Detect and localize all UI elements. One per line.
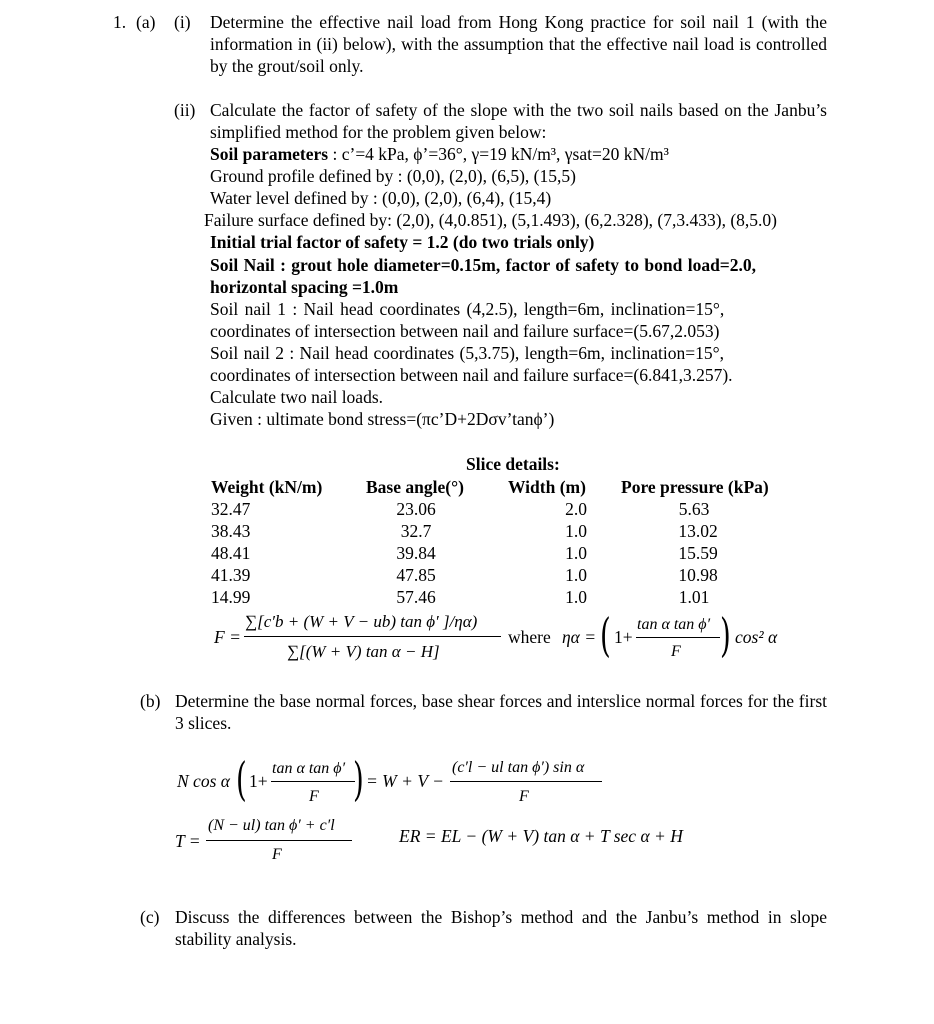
base-angle-cell: 47.85 (396, 565, 436, 585)
width-cell: 1.0 (565, 587, 587, 607)
table-header-width: Width (m) (508, 477, 586, 497)
failure-surface: Failure surface defined by: (2,0), (4,0.851), (5,1.493), (6,2.328), (7,3.433), (8,5.0) (204, 210, 777, 230)
pore-pressure-cell: 10.98 (678, 565, 718, 585)
calculate-two-nail-loads: Calculate two nail loads. (210, 387, 384, 407)
part-i-text: Determine the effective nail load from Hong Kong practice for soil nail 1 (with the information in (ii) below), with the assumption that the effective nail load is controlled by the grout/soil only. (210, 12, 827, 76)
eta-frac-numerator: tan α tan ϕ′ (637, 616, 711, 633)
eqb-frac2-denominator: F (519, 788, 529, 805)
pore-pressure-cell: 5.63 (678, 499, 710, 519)
trial-factor-of-safety: Initial trial factor of safety = 1.2 (do two trials only) (210, 232, 595, 252)
width-cell: 1.0 (565, 521, 587, 541)
part-c-text: Discuss the differences between the Bishop’s method and the Janbu’s method in slope stability analysis. (175, 907, 827, 949)
eq-f-denominator: ∑[(W + V) tan α − H] (287, 642, 440, 661)
eqb-frac-numerator: tan α tan ϕ′ (272, 760, 346, 777)
eq-t-denominator: F (272, 846, 282, 863)
pore-pressure-cell: 1.01 (678, 587, 710, 607)
eqb-right-paren: ) (353, 752, 364, 806)
eq-ncos: N cos α (177, 771, 230, 791)
base-angle-cell: 39.84 (396, 543, 436, 563)
part-ii-label: (ii) (174, 100, 196, 120)
question-number: 1. (113, 12, 127, 32)
eta-fraction-bar (636, 637, 720, 638)
eq-t-numerator: (N − ul) tan ϕ′ + c′l (208, 817, 335, 834)
eqb-frac-denominator: F (309, 788, 319, 805)
eq-t-fraction-bar (206, 840, 352, 841)
eta-one-plus: 1+ (614, 627, 633, 647)
eqb-one-plus: 1+ (249, 771, 268, 791)
weight-cell: 48.41 (211, 543, 251, 563)
soil-parameters (210, 143, 669, 165)
eta-right-paren: ) (720, 608, 731, 662)
eq-f-fraction-bar (244, 636, 501, 637)
eq-f-numerator: ∑[c′b + (W + V − ub) tan ϕ′ ]/ηα) (245, 612, 478, 631)
interslice-force-equation: ER = EL − (W + V) tan α + T sec α + H (399, 826, 683, 846)
part-ii-text: Calculate the factor of safety of the slope with the two soil nails based on the Janbu’s simplified method for the problem given below: (210, 100, 827, 142)
eq-f-lhs: F = (214, 627, 241, 647)
soil-nail-spec-line2: horizontal spacing =1.0m (210, 277, 399, 297)
pore-pressure-cell: 13.02 (678, 521, 718, 541)
water-level: Water level defined by : (0,0), (2,0), (6,4), (15,4) (210, 188, 552, 208)
eta-cos-squared: cos² α (735, 627, 778, 647)
ground-profile: Ground profile defined by : (0,0), (2,0), (6,5), (15,5) (210, 166, 576, 186)
soil-parameters-value: : c’=4 kPa, ϕ’=36°, γ=19 kN/m³, γsat=20 kN/m³ (332, 144, 669, 164)
eqb-left-paren: ( (236, 752, 247, 806)
soil-nail-1-line1: Soil nail 1 : Nail head coordinates (4,2.5), length=6m, inclination=15°, (210, 299, 725, 319)
eqb-frac2-bar (450, 781, 602, 782)
table-header-pore-pressure: Pore pressure (kPa) (621, 477, 769, 497)
table-header-base-angle: Base angle(°) (366, 477, 464, 497)
part-b-label: (b) (140, 691, 161, 711)
weight-cell: 32.47 (211, 499, 251, 519)
eta-frac-denominator: F (671, 643, 681, 660)
weight-cell: 38.43 (211, 521, 251, 541)
eq-where: where (508, 627, 551, 647)
base-angle-cell: 57.46 (396, 587, 436, 607)
width-cell: 2.0 (565, 499, 587, 519)
eq-eta-lhs: ηα = (562, 627, 597, 647)
weight-cell: 41.39 (211, 565, 251, 585)
base-angle-cell: 23.06 (396, 499, 436, 519)
part-a-label: (a) (136, 12, 156, 32)
part-c-label: (c) (140, 907, 160, 927)
soil-nail-2-line1: Soil nail 2 : Nail head coordinates (5,3.75), length=6m, inclination=15°, (210, 343, 724, 363)
part-i-label: (i) (174, 12, 191, 32)
slice-details-title: Slice details: (466, 454, 560, 474)
soil-parameters-label: Soil parameters (210, 144, 329, 164)
eqb-frac2-numerator: (c′l − ul tan ϕ′) sin α (452, 759, 585, 776)
pore-pressure-cell: 15.59 (678, 543, 718, 563)
part-b-text: Determine the base normal forces, base shear forces and interslice normal forces for the first 3 slices. (175, 691, 827, 733)
soil-nail-spec-line1: Soil Nail : grout hole diameter=0.15m, factor of safety to bond load=2.0, (210, 255, 757, 275)
eqb-fraction-bar (271, 781, 355, 782)
width-cell: 1.0 (565, 565, 587, 585)
weight-cell: 14.99 (211, 587, 251, 607)
base-angle-cell: 32.7 (400, 521, 432, 541)
eqb-w-plus-v: = W + V − (366, 771, 444, 791)
width-cell: 1.0 (565, 543, 587, 563)
soil-nail-2-line2: coordinates of intersection between nail and failure surface=(6.841,3.257). (210, 365, 733, 385)
table-header-weight: Weight (kN/m) (211, 477, 323, 497)
soil-nail-1-line2: coordinates of intersection between nail and failure surface=(5.67,2.053) (210, 321, 720, 341)
eta-left-paren: ( (600, 608, 611, 662)
eq-t-lhs: T = (175, 831, 201, 851)
given-bond-stress: Given : ultimate bond stress=(πc’D+2Dσv’tanϕ’) (210, 409, 555, 429)
